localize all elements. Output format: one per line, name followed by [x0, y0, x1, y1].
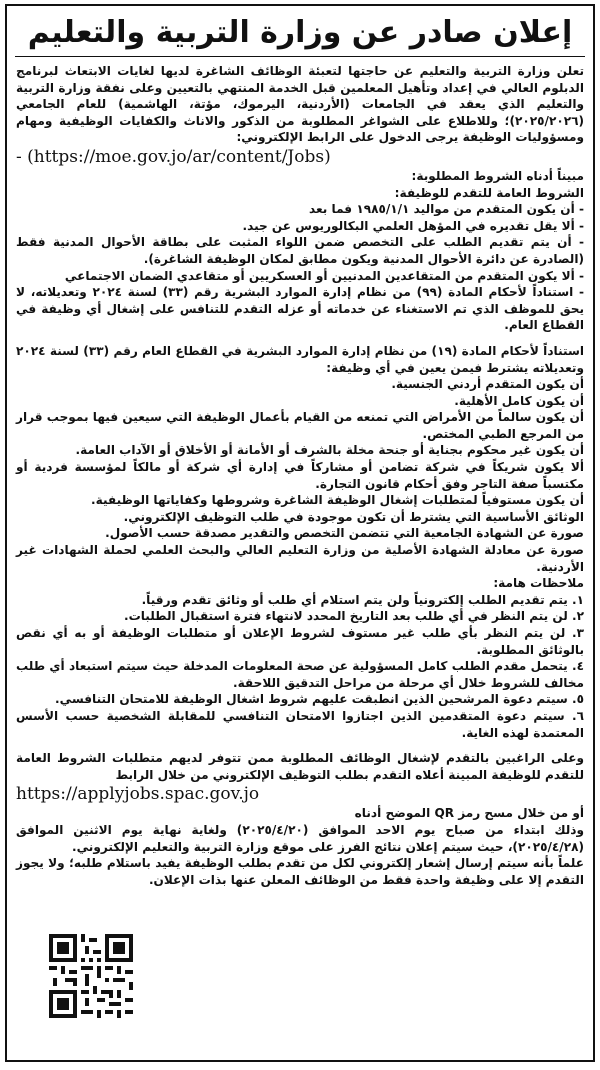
requirement-item: ألا يكون شريكاً في شركة تضامن أو مشاركاً في إدارة أي شركة أو مالكاً لمؤسسة فردية أو مكتسباً صفة التاجر وفق أحكام قانون التجارة. [16, 460, 584, 491]
note-item: ٥. سيتم دعوة المرشحين الذين انطبقت عليهم شروط اشغال الوظيفة للامتحان التنافسي. [54, 692, 584, 707]
notes-heading: ملاحظات هامة: [493, 576, 584, 591]
requirement-item: أن يكون سالماً من الأمراض التي تمنعه من القيام بأعمال الوظيفة التي سيعين فيها بموجب قرار من المرجع الطبي المختص. [16, 410, 584, 441]
announcement-body [7, 63, 593, 888]
note-item: ٤. يتحمل مقدم الطلب كامل المسؤولية عن صحة المعلومات المدخلة حيث سيتم استبعاد أي طلب مخالف للشروط خلال أي مرحلة من مراحل التدقيق اللاحقة. [16, 659, 584, 690]
note-item: ٣. لن يتم النظر بأي طلب غير مستوف لشروط الإعلان أو متطلبات الوظيفة أو به أي نقص بالوثائق المطلوبة. [16, 626, 584, 657]
closing-paragraph: وعلى الراغبين بالتقدم لإشغال الوظائف المطلوبة ممن تتوفر لديهم متطلبات الشروط العامة للتقدم للوظيفة المبينة أعلاه التقدم بطلب التوظيف الإلكتروني من خلال الرابط [16, 751, 584, 782]
qr-code-icon[interactable] [49, 934, 133, 1018]
note-item: ١. يتم تقديم الطلب إلكترونياً ولن يتم استلام أي طلب أو وثائق تقدم ورقياً. [141, 592, 584, 607]
condition-item: - ألا يكون المتقدم من المتقاعدين المدنيين أو العسكريين أو متقاعدي الضمان الاجتماعي [64, 268, 584, 283]
documents-item: صورة عن الشهادة الجامعية التي تتضمن التخصص والتقدير مصدقة حسب الأصول. [105, 526, 584, 541]
intro-paragraph: تعلن وزارة التربية والتعليم عن حاجتها لتعبئة الوظائف الشاغرة لديها لغايات الابتعاث لبرنامج الدبلوم العالي في إعداد وتأهيل المعلمين قبل الخدمة المنتهي بالتعيين وعلى نفقة وزارة التربية والتعليم الذي يعقد في الجامعات (الأردنية، اليرموك، مؤتة، الهاشمية) للعام الجامعي (٢٠٢٥/٢٠٢٦)؛ وللاطلاع على الشواغر المطلوبة من الذكور والاناث والكفايات الوظيفية ومهام ومسؤوليات الوظيفة يرجى الدخول على الرابط الإلكتروني: [16, 64, 584, 145]
requirement-item: أن يكون المتقدم أردني الجنسية. [391, 377, 584, 392]
general-conditions-heading: الشروط العامة للتقدم للوظيفة: [394, 185, 584, 200]
dates-paragraph: وذلك ابتداء من صباح يوم الاحد الموافق (٢٠٢٥/٤/٢٠) ولغاية نهاية يوم الاثنين الموافق (٢٠٢٥/٤/٢٨)، حيث سيتم إعلان نتائج الفرز على موقع وزارة التربية والتعليم الإلكتروني. [16, 822, 584, 854]
spac-apply-link[interactable]: https://applyjobs.spac.gov.jo [16, 784, 260, 805]
qr-note: أو من خلال مسح رمز QR الموضح أدناه [354, 806, 584, 821]
requirement-item: أن يكون مستوفياً لمتطلبات إشغال الوظيفة الشاغرة وشروطها وكفاياتها الوظيفية. [91, 493, 584, 508]
condition-item: - ألا يقل تقديره في المؤهل العلمي البكالوريوس عن جيد. [242, 218, 584, 233]
condition-item: - استناداً لأحكام المادة (٩٩) من نظام إدارة الموارد البشرية رقم (٣٣) لسنة ٢٠٢٤ وتعديلاته، لا يحق للموظف الذي تم الاستغناء عن خدماته أو عزله التقدم للتنافس على إشغال أي وظيفة في القطاع العام. [16, 285, 584, 333]
announcement-title: إعلان صادر عن وزارة التربية والتعليم [15, 16, 585, 57]
requirement-item: أن يكون غير محكوم بجناية أو جنحة مخلة بالشرف أو الأمانة أو الأخلاق أو الآداب العامة. [75, 443, 584, 458]
note-item: ٢. لن يتم النظر في أي طلب بعد التاريخ المحدد لانتهاء فترة استقبال الطلبات. [124, 609, 584, 624]
conditions-intro: مبيناً أدناه الشروط المطلوبة: [411, 168, 584, 183]
article-19-intro: استناداً لأحكام المادة (١٩) من نظام إدارة الموارد البشرية في القطاع العام رقم (٣٣) لسنة ٢٠٢٤ وتعديلاته يشترط فيمن يعين في أي وظيفة: [16, 343, 584, 375]
moe-jobs-link[interactable]: - (https://moe.gov.jo/ar/content/Jobs) [16, 146, 331, 167]
documents-item: الوثائق الأساسية التي يشترط أن تكون موجودة في طلب التوظيف الإلكتروني. [123, 509, 584, 524]
final-note: علماً بأنه سيتم إرسال إشعار إلكتروني لكل من تقدم بطلب الوظيفة يفيد باستلام طلبه؛ ولا يجوز التقدم إلا على وظيفة واحدة فقط من الوظائف المعلن عنها بذات الإعلان. [16, 856, 584, 887]
announcement [5, 4, 595, 1062]
note-item: ٦. سيتم دعوة المتقدمين الذين اجتازوا الامتحان التنافسي للمقابلة الشخصية حسب الأسس المعتمدة لهذه الغاية. [16, 708, 584, 740]
condition-item: - أن يكون المتقدم من مواليد ١٩٨٥/١/١ فما بعد [308, 202, 584, 217]
condition-item: - أن يتم تقديم الطلب على التخصص ضمن اللواء المثبت على بطاقة الأحوال المدنية فقط (الصادرة عن دائرة الأحوال المدنية ويكون مطابق لمكان الوظيفة الشاغرة). [16, 235, 584, 266]
requirement-item: أن يكون كامل الأهلية. [454, 393, 584, 408]
documents-item: صورة عن معادلة الشهادة الأصلية من وزارة التعليم العالي والبحث العلمي لحملة الشهادات غير الأردنية. [16, 543, 584, 574]
